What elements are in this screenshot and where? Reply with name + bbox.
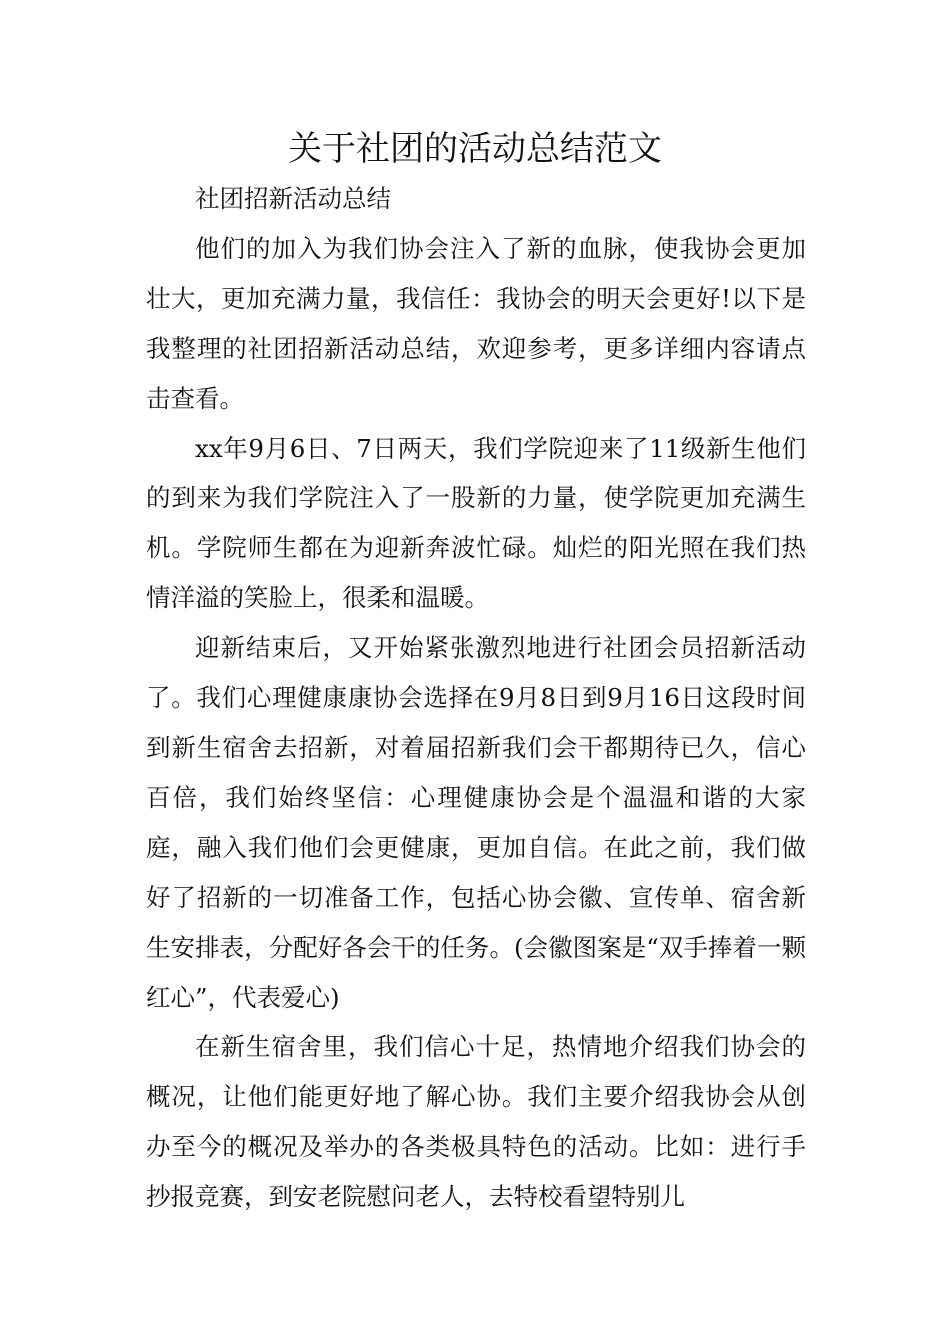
document-title: 关于社团的活动总结范文 xyxy=(288,129,662,169)
paragraph-recruitment: 迎新结束后，又开始紧张激烈地进行社团会员招新活动了。我们心理健康康协会选择在9月8日到9月16日这段时间到新生宿舍去招新，对着届招新我们会干都期待已久，信心百倍，我们始终坚信：心理健康协会是个温温和谐的大家庭，融入我们他们会更健康，更加自信。在此之前，我们做好了招新的一切准备工作，包括心协会徽、宣传单、宿舍新生安排表，分配好各会干的任务。(会徽图案是“双手捧着一颗红心”，代表爱心) xyxy=(146,633,806,1012)
paragraph-dormitory: 在新生宿舍里，我们信心十足，热情地介绍我们协会的概况，让他们能更好地了解心协。我们主要介绍我协会从创办至今的概况及举办的各类极具特色的活动。比如：进行手抄报竞赛，到安老院慰问老人，去特校看望特别儿 xyxy=(146,1032,806,1212)
section-heading: 社团招新活动总结 xyxy=(195,184,391,213)
paragraph-intro: 他们的加入为我们协会注入了新的血脉，使我协会更加壮大，更加充满力量，我信任：我协会的明天会更好!以下是我整理的社团招新活动总结，欢迎参考，更多详细内容请点击查看。 xyxy=(146,233,806,413)
document-body xyxy=(146,174,806,1222)
paragraph-orientation: xx年9月6日、7日两天，我们学院迎来了11级新生他们的到来为我们学院注入了一股新的力量，使学院更加充满生机。学院师生都在为迎新奔波忙碌。灿烂的阳光照在我们热情洋溢的笑脸上，很柔和温暖。 xyxy=(146,433,806,613)
